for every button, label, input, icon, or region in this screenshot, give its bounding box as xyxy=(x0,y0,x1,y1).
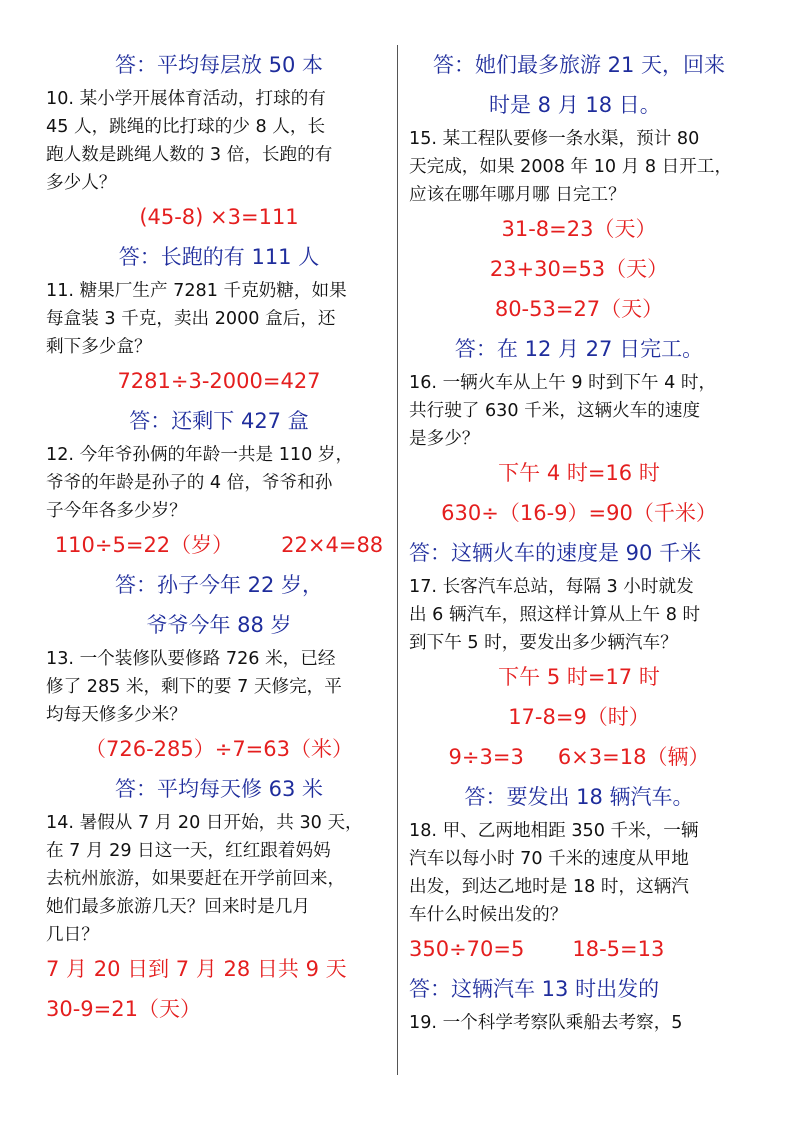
answer-10: 答：长跑的有 111 人 xyxy=(118,245,320,269)
question-line: 每盒装 3 千克，卖出 2000 盒后，还 xyxy=(46,309,336,329)
answer-15: 答：在 12 月 27 日完工。 xyxy=(454,337,704,361)
question-line: 子今年各多少岁？ xyxy=(46,501,187,521)
calculation-18 xyxy=(409,929,749,969)
calculation-16-line-2: 630÷（16-9）=90（千米） xyxy=(441,501,717,525)
question-line: 13. 一个装修队要修路 726 米，已经 xyxy=(46,649,336,669)
question-line: 19. 一个科学考察队乘船去考察，5 xyxy=(409,1013,683,1033)
answer-9: 答：平均每层放 50 本 xyxy=(114,53,324,77)
calculation-16-line-1: 下午 4 时=16 时 xyxy=(498,461,660,485)
question-line: 应该在哪年哪月哪 日完工？ xyxy=(409,185,626,205)
question-line: 去杭州旅游，如果要赶在开学前回来， xyxy=(46,869,346,889)
answer-16: 答：这辆火车的速度是 90 千米 xyxy=(409,541,702,565)
answer-14-line-1: 答：她们最多旅游 21 天，回来 xyxy=(432,53,726,77)
calculation-10: (45-8) ×3=111 xyxy=(139,205,299,229)
question-line: 天完成，如果 2008 年 10 月 8 日开工， xyxy=(409,157,733,177)
question-line: 11. 糖果厂生产 7281 千克奶糖，如果 xyxy=(46,281,347,301)
question-line: 出发，到达乙地时是 18 时，这辆汽 xyxy=(409,877,689,897)
right-column xyxy=(409,45,749,1037)
question-line: 多少人？ xyxy=(46,173,117,193)
answer-17: 答：要发出 18 辆汽车。 xyxy=(464,785,694,809)
question-line: 17. 长客汽车总站，每隔 3 小时就发 xyxy=(409,577,694,597)
question-line: 共行驶了 630 千米，这辆火车的速度 xyxy=(409,401,701,421)
calculation-17-line-1: 下午 5 时=17 时 xyxy=(498,665,660,689)
left-column xyxy=(46,45,392,1029)
question-line: 汽车以每小时 70 千米的速度从甲地 xyxy=(409,849,689,869)
question-10 xyxy=(46,85,392,197)
question-14 xyxy=(46,809,392,949)
calculation-12-part-1: 110÷5=22（岁） xyxy=(54,533,234,557)
column-divider xyxy=(397,45,398,1075)
question-17 xyxy=(409,573,749,657)
calculation-11: 7281÷3-2000=427 xyxy=(117,369,321,393)
answer-13: 答：平均每天修 63 米 xyxy=(114,777,324,801)
answer-14-line-2: 时是 8 月 18 日。 xyxy=(489,93,661,117)
answer-18: 答：这辆汽车 13 时出发的 xyxy=(409,977,660,1001)
calculation-17-line-3 xyxy=(409,737,749,777)
question-line: 到下午 5 时，要发出多少辆汽车？ xyxy=(409,633,678,653)
question-16 xyxy=(409,369,749,453)
question-line: 45 人，跳绳的比打球的少 8 人，长 xyxy=(46,117,326,137)
question-line: 在 7 月 29 日这一天，红红跟着妈妈 xyxy=(46,841,331,861)
question-line: 18. 甲、乙两地相距 350 千米，一辆 xyxy=(409,821,699,841)
question-18 xyxy=(409,817,749,929)
calculation-18-part-2: 18-5=13 xyxy=(572,937,665,961)
calculation-15-line-2: 23+30=53（天） xyxy=(489,257,669,281)
question-line: 修了 285 米，剩下的要 7 天修完，平 xyxy=(46,677,342,697)
question-line: 跑人数是跳绳人数的 3 倍，长跑的有 xyxy=(46,145,333,165)
question-line: 几日？ xyxy=(46,925,99,945)
answer-11: 答：还剩下 427 盒 xyxy=(129,409,309,433)
question-line: 12. 今年爷孙俩的年龄一共是 110 岁， xyxy=(46,445,354,465)
calculation-17-part-1: 9÷3=3 xyxy=(448,745,524,769)
question-13 xyxy=(46,645,392,729)
question-line: 均每天修多少米？ xyxy=(46,705,187,725)
question-line: 剩下多少盒？ xyxy=(46,337,152,357)
question-line: 她们最多旅游几天？回来时是几月 xyxy=(46,897,310,917)
calculation-14-line-1: 7 月 20 日到 7 月 28 日共 9 天 xyxy=(46,957,347,981)
question-line: 出 6 辆汽车，照这样计算从上午 8 时 xyxy=(409,605,701,625)
question-11 xyxy=(46,277,392,361)
question-line: 15. 某工程队要修一条水渠，预计 80 xyxy=(409,129,700,149)
answer-12-line-1: 答：孙子今年 22 岁， xyxy=(114,573,324,597)
calculation-12-part-2: 22×4=88 xyxy=(281,533,384,557)
question-12 xyxy=(46,441,392,525)
question-line: 14. 暑假从 7 月 20 日开始，共 30 天， xyxy=(46,813,363,833)
question-15 xyxy=(409,125,749,209)
question-line: 车什么时候出发的？ xyxy=(409,905,568,925)
question-line: 爷爷的年龄是孙子的 4 倍，爷爷和孙 xyxy=(46,473,333,493)
calculation-15-line-3: 80-53=27（天） xyxy=(494,297,664,321)
answer-12-line-2: 爷爷今年 88 岁 xyxy=(146,613,292,637)
calculation-18-part-1: 350÷70=5 xyxy=(409,937,525,961)
calculation-14-line-2: 30-9=21（天） xyxy=(46,997,201,1021)
calculation-17-line-2: 17-8=9（时） xyxy=(508,705,650,729)
question-line: 是多少？ xyxy=(409,429,480,449)
calculation-12 xyxy=(46,525,392,565)
calculation-15-line-1: 31-8=23（天） xyxy=(501,217,657,241)
calculation-13: （726-285）÷7=63（米） xyxy=(84,737,354,761)
question-line: 10. 某小学开展体育活动，打球的有 xyxy=(46,89,326,109)
question-line: 16. 一辆火车从上午 9 时到下午 4 时， xyxy=(409,373,717,393)
question-19 xyxy=(409,1009,749,1037)
calculation-17-part-2: 6×3=18（辆） xyxy=(557,745,710,769)
